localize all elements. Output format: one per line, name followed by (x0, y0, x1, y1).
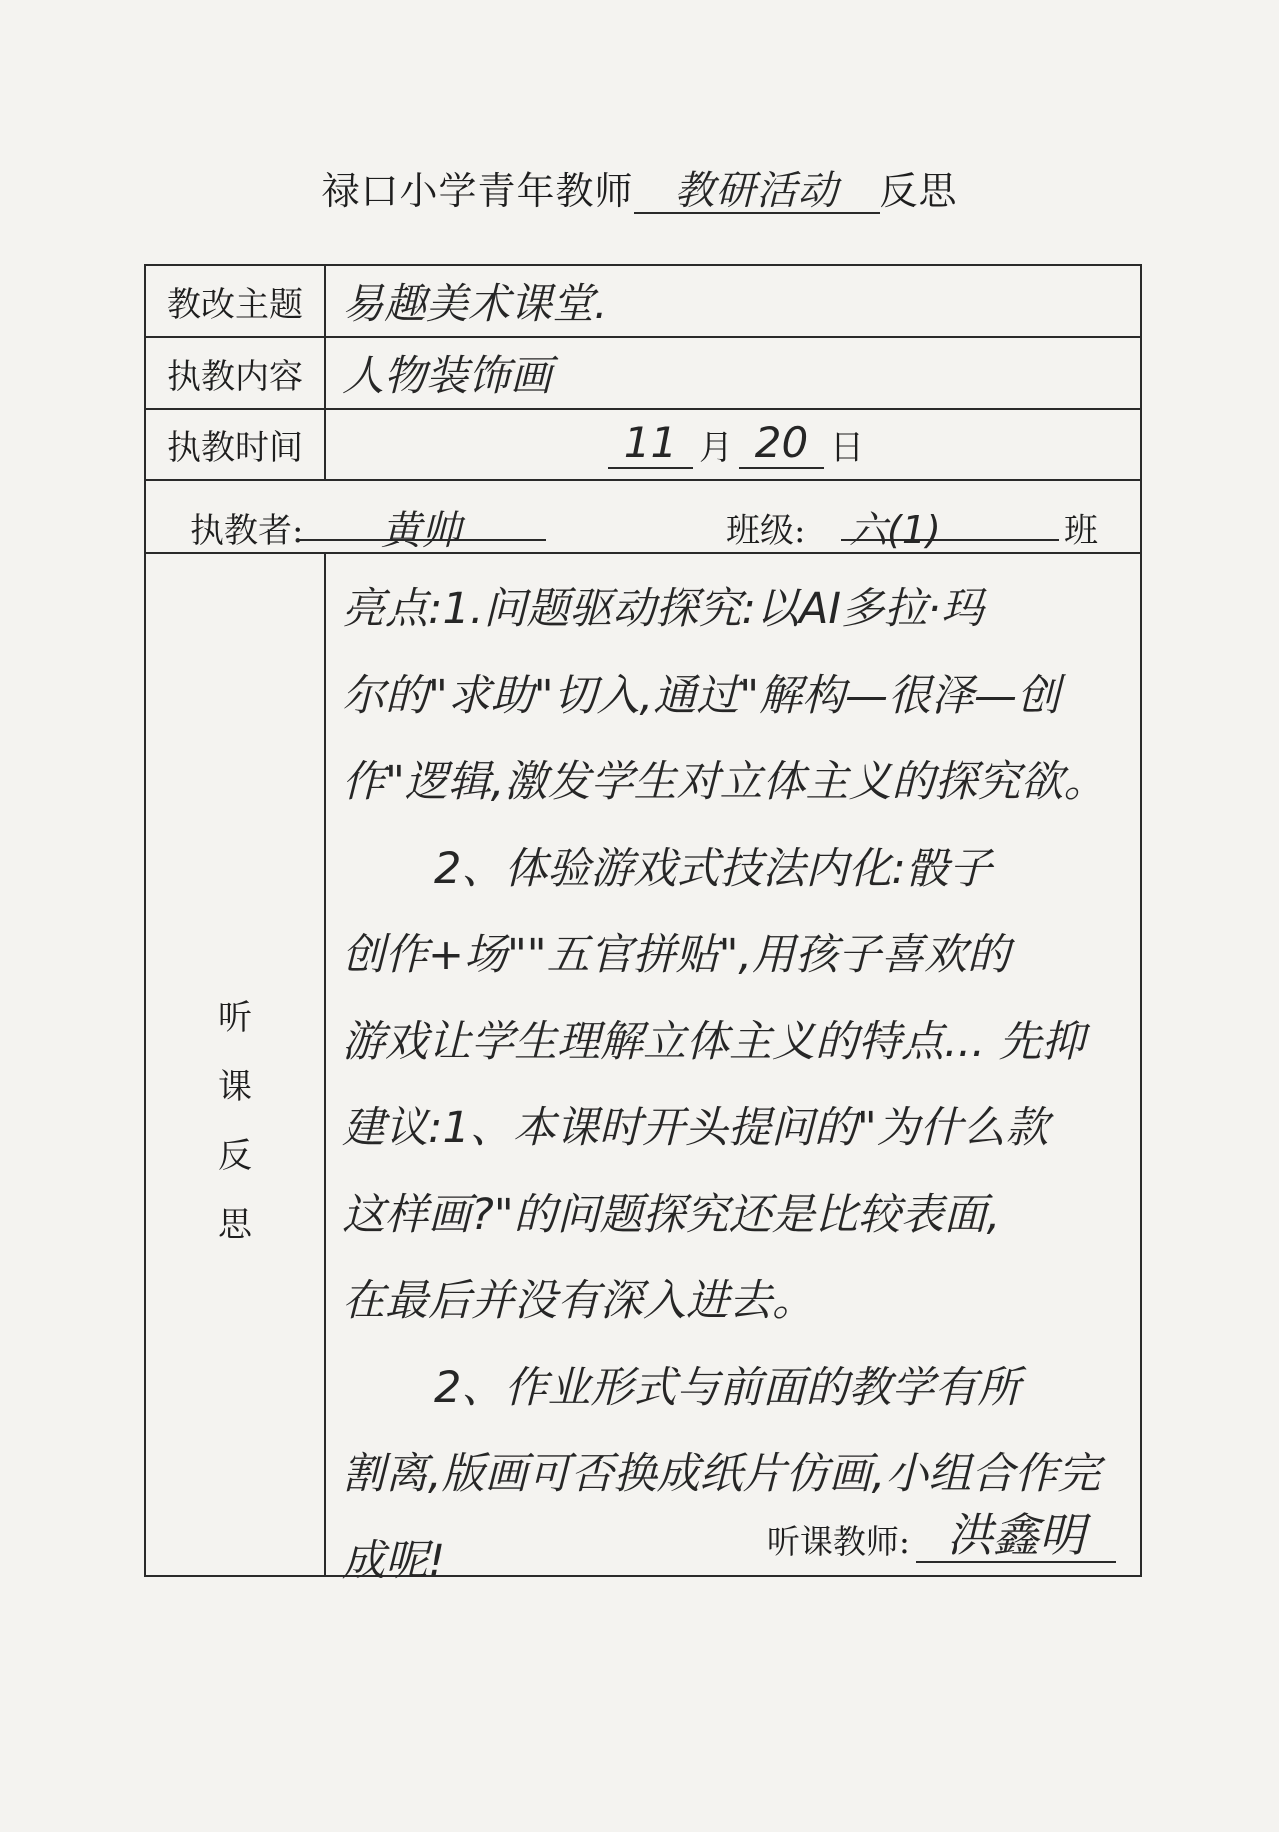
time-row (146, 410, 1140, 481)
reflection-line: 成呢! (342, 1535, 446, 1586)
reflection-label-cell (146, 554, 326, 1575)
title-filled-value: 教研活动 (674, 168, 839, 214)
reflection-line: 2、体验游戏式技法内化:骰子 (434, 843, 992, 894)
content-value-cell (342, 338, 1130, 408)
class-value: 六(1) (841, 499, 1059, 541)
theme-value: 易趣美术课堂. (342, 279, 608, 328)
page-title (0, 160, 1279, 215)
reflection-line: 割离,版画可否换成纸片仿画,小组合作完 (342, 1449, 1101, 1499)
reflection-label-char: 思 (218, 1205, 252, 1245)
reflection-form (144, 264, 1142, 1586)
time-label: 执教时间 (146, 410, 326, 479)
content-value: 人物装饰画 (342, 351, 553, 400)
title-filled-blank (634, 170, 880, 214)
teacher-value: 黄帅 (296, 499, 546, 541)
reflection-line: 这样画?"的问题探究还是比较表面, (342, 1189, 1001, 1240)
title-suffix: 反思 (879, 169, 958, 213)
signer-label: 听课教师: (766, 1522, 910, 1561)
reflection-section (146, 554, 1140, 1586)
time-month-unit: 月 (699, 428, 733, 468)
content-label: 执教内容 (146, 338, 326, 408)
theme-label: 教改主题 (146, 266, 326, 336)
teacher-class-row (146, 481, 1140, 554)
teacher-label: 执教者: (190, 511, 304, 551)
reflection-line: 创作+场""五官拼贴",用孩子喜欢的 (342, 930, 1011, 980)
reflection-label-char: 反 (218, 1136, 252, 1176)
class-suffix: 班 (1064, 511, 1098, 551)
time-month: 11 (608, 420, 693, 468)
signer-signature: 洪鑫明 (916, 1510, 1116, 1563)
reflection-line: 2、作业形式与前面的教学有所 (434, 1362, 1021, 1413)
time-day: 20 (739, 420, 824, 468)
time-value-cell (342, 410, 1130, 479)
reflection-line: 游戏让学生理解立体主义的特点... 先抑 (342, 1016, 1085, 1067)
theme-row (146, 266, 1140, 338)
title-prefix: 禄口小学青年教师 (321, 169, 634, 213)
reflection-label-char: 听 (218, 998, 252, 1038)
reflection-line: 在最后并没有深入进去。 (342, 1276, 815, 1326)
content-row (146, 338, 1140, 410)
reflection-line: 建议:1、本课时开头提问的"为什么款 (342, 1103, 1049, 1153)
reflection-line: 作"逻辑,激发学生对立体主义的探究欲。 (342, 757, 1107, 807)
signer (767, 1510, 1116, 1563)
reflection-notes (342, 566, 1132, 1604)
reflection-label (146, 984, 324, 1260)
theme-value-cell (342, 266, 1130, 336)
reflection-line: 亮点:1.问题驱动探究:以AI多拉·玛 (342, 584, 984, 634)
class-label: 班级: (726, 511, 806, 551)
time-day-unit: 日 (830, 428, 864, 468)
reflection-label-char: 课 (218, 1067, 252, 1107)
reflection-line: 尔的"求助"切入,通过"解构—很泽—创 (342, 670, 1061, 721)
